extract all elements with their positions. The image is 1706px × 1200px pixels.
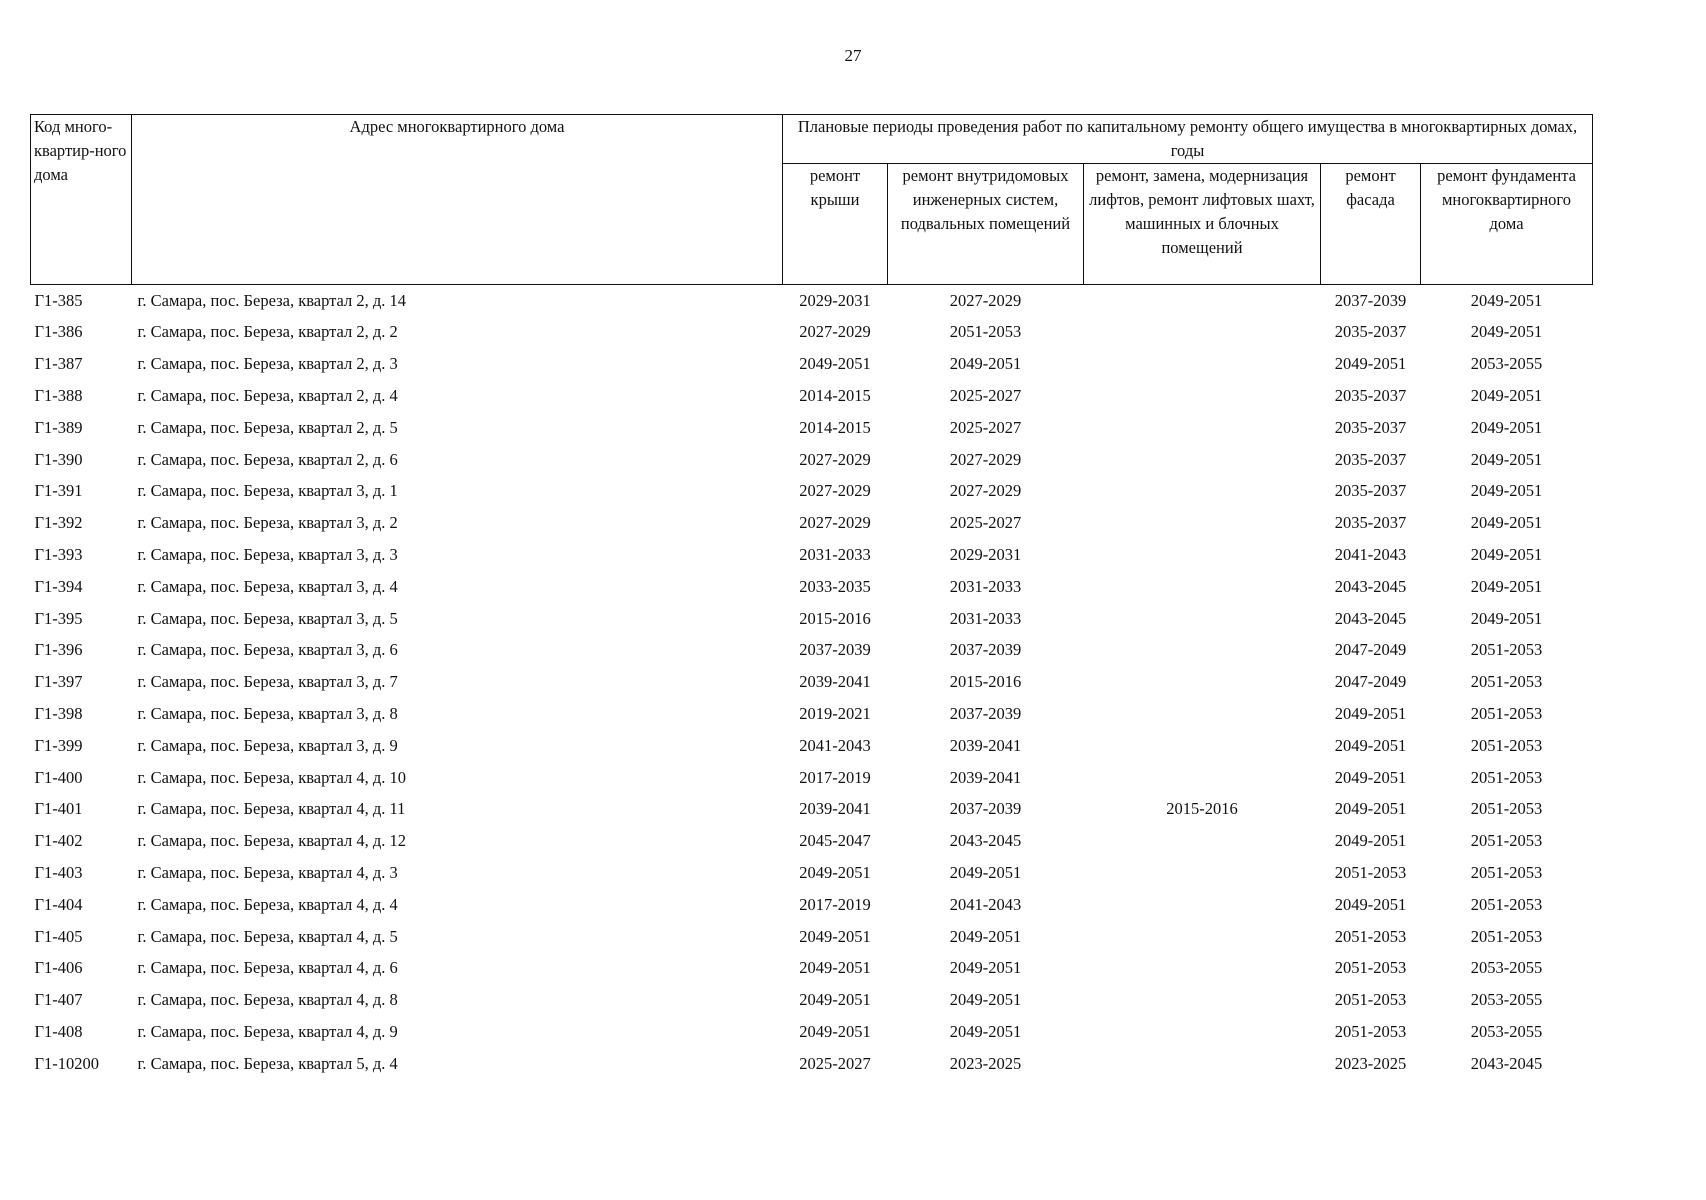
cell-elevators — [1084, 698, 1321, 730]
cell-address: г. Самара, пос. Береза, квартал 4, д. 3 — [137, 862, 398, 882]
cell-facade: 2037-2039 — [1334, 290, 1407, 310]
cell-address: г. Самара, пос. Береза, квартал 2, д. 6 — [137, 449, 398, 469]
cell-code: Г1-393 — [34, 545, 83, 565]
cell-foundation: 2049-2051 — [1470, 322, 1543, 342]
table-row — [31, 921, 1593, 953]
cell-engineering: 2049-2051 — [949, 354, 1022, 374]
cell-elevators — [1084, 857, 1321, 889]
cell-foundation: 2049-2051 — [1470, 576, 1543, 596]
cell-roof: 2049-2051 — [799, 862, 871, 882]
cell-code: Г1-402 — [34, 831, 83, 851]
cell-roof: 2019-2021 — [799, 704, 871, 723]
cell-facade: 2043-2045 — [1334, 576, 1407, 596]
header-roof: ремонт крыши — [783, 164, 888, 285]
cell-roof: 2029-2031 — [799, 290, 871, 310]
header-engineering: ремонт внутридомовых инженерных систем, подвальных помещений — [888, 164, 1084, 285]
cell-code: Г1-395 — [34, 608, 83, 628]
cell-address: г. Самара, пос. Береза, квартал 2, д. 14 — [137, 290, 407, 310]
cell-code: Г1-406 — [34, 958, 83, 978]
cell-facade: 2047-2049 — [1334, 672, 1407, 692]
cell-address: г. Самара, пос. Береза, квартал 4, д. 4 — [137, 894, 398, 914]
cell-foundation: 2053-2055 — [1470, 354, 1543, 374]
header-facade: ремонт фасада — [1321, 164, 1421, 285]
table-row — [31, 953, 1593, 985]
cell-engineering: 2031-2033 — [949, 608, 1022, 628]
cell-address: г. Самара, пос. Береза, квартал 3, д. 9 — [137, 735, 398, 755]
cell-facade: 2035-2037 — [1334, 386, 1407, 406]
cell-code: Г1-389 — [34, 417, 83, 437]
cell-engineering: 2025-2027 — [949, 513, 1022, 533]
cell-roof: 2039-2041 — [799, 672, 871, 692]
table-row — [31, 635, 1593, 667]
cell-code: Г1-385 — [34, 290, 83, 310]
cell-roof: 2027-2029 — [799, 322, 871, 342]
cell-roof: 2015-2016 — [799, 608, 871, 628]
cell-roof: 2039-2041 — [799, 799, 871, 819]
cell-foundation: 2049-2051 — [1470, 386, 1543, 406]
cell-address: г. Самара, пос. Береза, квартал 2, д. 2 — [137, 322, 398, 342]
cell-code: Г1-404 — [34, 894, 83, 914]
cell-foundation: 2051-2053 — [1470, 704, 1543, 723]
table-row — [31, 476, 1593, 508]
cell-facade: 2035-2037 — [1334, 449, 1407, 469]
cell-elevators — [1084, 1016, 1321, 1048]
cell-facade: 2049-2051 — [1334, 831, 1407, 851]
cell-roof: 2033-2035 — [799, 576, 871, 596]
cell-roof: 2014-2015 — [799, 417, 871, 437]
table-row — [31, 539, 1593, 571]
cell-facade: 2035-2037 — [1334, 417, 1407, 437]
cell-elevators — [1084, 667, 1321, 699]
cell-roof: 2049-2051 — [799, 990, 871, 1010]
cell-engineering: 2029-2031 — [949, 545, 1022, 565]
cell-engineering: 2039-2041 — [949, 767, 1022, 787]
table-row — [31, 794, 1593, 826]
cell-roof: 2017-2019 — [799, 767, 871, 787]
cell-elevators — [1084, 508, 1321, 540]
cell-elevators — [1084, 953, 1321, 985]
cell-code: Г1-390 — [34, 449, 83, 469]
cell-elevators — [1084, 476, 1321, 508]
table-header — [31, 115, 1593, 285]
cell-facade: 2049-2051 — [1334, 354, 1407, 374]
table-row — [31, 667, 1593, 699]
cell-roof: 2017-2019 — [799, 894, 871, 914]
cell-code: Г1-396 — [34, 640, 83, 660]
cell-address: г. Самара, пос. Береза, квартал 3, д. 7 — [137, 672, 398, 692]
cell-foundation: 2051-2053 — [1470, 831, 1543, 851]
cell-facade: 2049-2051 — [1334, 799, 1407, 819]
cell-code: Г1-401 — [34, 799, 83, 819]
cell-address: г. Самара, пос. Береза, квартал 3, д. 8 — [137, 704, 398, 723]
cell-address: г. Самара, пос. Береза, квартал 2, д. 5 — [137, 417, 398, 437]
cell-roof: 2041-2043 — [799, 735, 871, 755]
table-row — [31, 889, 1593, 921]
cell-facade: 2051-2053 — [1334, 862, 1407, 882]
header-foundation: ремонт фундамента многоквартирного дома — [1421, 164, 1593, 285]
header-elevators: ремонт, замена, модернизация лифтов, ремонт лифтовых шахт, машинных и блочных помещений — [1084, 164, 1321, 285]
cell-facade: 2049-2051 — [1334, 735, 1407, 755]
cell-foundation: 2051-2053 — [1470, 640, 1543, 660]
cell-address: г. Самара, пос. Береза, квартал 4, д. 10 — [137, 767, 407, 787]
cell-elevators — [1084, 762, 1321, 794]
cell-foundation: 2053-2055 — [1470, 1021, 1543, 1041]
cell-code: Г1-387 — [34, 354, 83, 374]
cell-engineering: 2037-2039 — [949, 640, 1022, 660]
cell-engineering: 2049-2051 — [949, 958, 1022, 978]
cell-engineering: 2015-2016 — [949, 672, 1022, 692]
cell-engineering: 2027-2029 — [949, 481, 1022, 501]
cell-facade: 2051-2053 — [1334, 958, 1407, 978]
cell-foundation: 2051-2053 — [1470, 799, 1543, 819]
cell-roof: 2025-2027 — [799, 1053, 871, 1073]
cell-code: Г1-400 — [34, 767, 83, 787]
cell-elevators — [1084, 539, 1321, 571]
cell-address: г. Самара, пос. Береза, квартал 3, д. 1 — [137, 481, 398, 501]
cell-facade: 2049-2051 — [1334, 894, 1407, 914]
cell-code: Г1-403 — [34, 862, 83, 882]
cell-code: Г1-386 — [34, 322, 83, 342]
cell-roof: 2027-2029 — [799, 513, 871, 533]
table-row — [31, 285, 1593, 317]
cell-elevators — [1084, 285, 1321, 317]
cell-foundation: 2053-2055 — [1470, 958, 1543, 978]
cell-foundation: 2049-2051 — [1470, 545, 1543, 565]
cell-foundation: 2049-2051 — [1470, 449, 1543, 469]
table-row — [31, 1016, 1593, 1048]
cell-code: Г1-10200 — [34, 1053, 100, 1073]
cell-foundation: 2049-2051 — [1470, 608, 1543, 628]
cell-roof: 2049-2051 — [799, 1021, 871, 1041]
cell-address: г. Самара, пос. Береза, квартал 3, д. 2 — [137, 513, 398, 533]
cell-address: г. Самара, пос. Береза, квартал 2, д. 4 — [137, 386, 398, 406]
cell-foundation: 2049-2051 — [1470, 417, 1543, 437]
capital-repair-plan-table — [30, 114, 1593, 1080]
cell-elevators — [1084, 889, 1321, 921]
cell-facade: 2049-2051 — [1334, 767, 1407, 787]
cell-engineering: 2049-2051 — [949, 926, 1022, 946]
table-row — [31, 317, 1593, 349]
cell-foundation: 2051-2053 — [1470, 926, 1543, 946]
cell-address: г. Самара, пос. Береза, квартал 5, д. 4 — [137, 1053, 398, 1073]
cell-code: Г1-391 — [34, 481, 83, 501]
cell-address: г. Самара, пос. Береза, квартал 3, д. 3 — [137, 545, 398, 565]
cell-roof: 2014-2015 — [799, 386, 871, 406]
cell-code: Г1-394 — [34, 576, 83, 596]
cell-engineering: 2027-2029 — [949, 290, 1022, 310]
cell-address: г. Самара, пос. Береза, квартал 4, д. 9 — [137, 1021, 398, 1041]
cell-code: Г1-405 — [34, 926, 83, 946]
cell-engineering: 2041-2043 — [949, 894, 1022, 914]
cell-elevators — [1084, 921, 1321, 953]
cell-elevators — [1084, 603, 1321, 635]
cell-foundation: 2053-2055 — [1470, 990, 1543, 1010]
header-planned-periods: Плановые периоды проведения работ по капитальному ремонту общего имущества в многоквартирных домах, годы — [783, 115, 1593, 164]
table-row — [31, 698, 1593, 730]
cell-address: г. Самара, пос. Береза, квартал 4, д. 6 — [137, 958, 398, 978]
cell-elevators — [1084, 380, 1321, 412]
cell-address: г. Самара, пос. Береза, квартал 3, д. 5 — [137, 608, 398, 628]
cell-foundation: 2051-2053 — [1470, 672, 1543, 692]
cell-engineering: 2051-2053 — [949, 322, 1022, 342]
cell-address: г. Самара, пос. Береза, квартал 4, д. 5 — [137, 926, 398, 946]
cell-facade: 2035-2037 — [1334, 481, 1407, 501]
table-row — [31, 508, 1593, 540]
table-row — [31, 1048, 1593, 1080]
cell-address: г. Самара, пос. Береза, квартал 4, д. 12 — [137, 831, 407, 851]
table-row — [31, 444, 1593, 476]
cell-roof: 2049-2051 — [799, 958, 871, 978]
cell-roof: 2049-2051 — [799, 926, 871, 946]
cell-foundation: 2049-2051 — [1470, 481, 1543, 501]
cell-facade: 2051-2053 — [1334, 926, 1407, 946]
cell-facade: 2051-2053 — [1334, 990, 1407, 1010]
cell-foundation: 2051-2053 — [1470, 767, 1543, 787]
cell-address: г. Самара, пос. Береза, квартал 4, д. 8 — [137, 990, 398, 1010]
cell-foundation: 2049-2051 — [1470, 513, 1543, 533]
table-row — [31, 857, 1593, 889]
table-row — [31, 826, 1593, 858]
cell-address: г. Самара, пос. Береза, квартал 3, д. 6 — [137, 640, 398, 660]
cell-engineering: 2049-2051 — [949, 862, 1022, 882]
table-row — [31, 730, 1593, 762]
cell-facade: 2041-2043 — [1334, 545, 1407, 565]
table-row — [31, 603, 1593, 635]
table-row — [31, 762, 1593, 794]
header-address: Адрес многоквартирного дома — [132, 115, 783, 285]
cell-elevators — [1084, 1048, 1321, 1080]
cell-engineering: 2025-2027 — [949, 417, 1022, 437]
cell-facade: 2035-2037 — [1334, 513, 1407, 533]
header-code: Код много-квартир-ного дома — [31, 115, 132, 285]
cell-roof: 2027-2029 — [799, 449, 871, 469]
cell-engineering: 2049-2051 — [949, 990, 1022, 1010]
cell-elevators — [1084, 412, 1321, 444]
cell-address: г. Самара, пос. Береза, квартал 4, д. 11 — [137, 799, 406, 819]
cell-elevators — [1084, 349, 1321, 381]
table-row — [31, 571, 1593, 603]
page-number: 27 — [844, 46, 862, 65]
cell-elevators — [1084, 571, 1321, 603]
cell-foundation: 2051-2053 — [1470, 735, 1543, 755]
cell-roof: 2037-2039 — [799, 640, 871, 660]
cell-engineering: 2027-2029 — [949, 449, 1022, 469]
cell-facade: 2051-2053 — [1334, 1021, 1407, 1041]
table-row — [31, 349, 1593, 381]
cell-facade: 2049-2051 — [1334, 704, 1407, 723]
table-row — [31, 380, 1593, 412]
cell-engineering: 2023-2025 — [949, 1053, 1022, 1073]
cell-elevators — [1084, 444, 1321, 476]
cell-engineering: 2039-2041 — [949, 735, 1022, 755]
cell-facade: 2023-2025 — [1334, 1053, 1407, 1073]
cell-foundation: 2051-2053 — [1470, 894, 1543, 914]
cell-elevators: 2015-2016 — [1166, 799, 1238, 819]
table-body — [31, 285, 1593, 1080]
cell-roof: 2049-2051 — [799, 354, 871, 374]
table-row — [31, 412, 1593, 444]
table-row — [31, 985, 1593, 1017]
cell-elevators — [1084, 826, 1321, 858]
cell-elevators — [1084, 317, 1321, 349]
cell-elevators — [1084, 635, 1321, 667]
cell-code: Г1-392 — [34, 513, 83, 533]
cell-code: Г1-408 — [34, 1021, 83, 1041]
cell-foundation: 2051-2053 — [1470, 862, 1543, 882]
cell-code: Г1-407 — [34, 990, 83, 1010]
cell-facade: 2047-2049 — [1334, 640, 1407, 660]
cell-foundation: 2043-2045 — [1470, 1053, 1543, 1073]
cell-facade: 2035-2037 — [1334, 322, 1407, 342]
cell-engineering: 2049-2051 — [949, 1021, 1022, 1041]
cell-engineering: 2037-2039 — [949, 799, 1022, 819]
cell-engineering: 2031-2033 — [949, 576, 1022, 596]
cell-address: г. Самара, пос. Береза, квартал 3, д. 4 — [137, 576, 398, 596]
cell-code: Г1-399 — [34, 735, 83, 755]
cell-elevators — [1084, 985, 1321, 1017]
cell-engineering: 2037-2039 — [949, 704, 1022, 723]
cell-code: Г1-398 — [34, 704, 83, 723]
cell-elevators — [1084, 730, 1321, 762]
cell-code: Г1-397 — [34, 672, 83, 692]
cell-code: Г1-388 — [34, 386, 83, 406]
cell-roof: 2045-2047 — [799, 831, 871, 851]
cell-foundation: 2049-2051 — [1470, 290, 1543, 310]
cell-engineering: 2025-2027 — [949, 386, 1022, 406]
cell-address: г. Самара, пос. Береза, квартал 2, д. 3 — [137, 354, 398, 374]
cell-roof: 2031-2033 — [799, 545, 871, 565]
cell-facade: 2043-2045 — [1334, 608, 1407, 628]
cell-engineering: 2043-2045 — [949, 831, 1022, 851]
cell-roof: 2027-2029 — [799, 481, 871, 501]
